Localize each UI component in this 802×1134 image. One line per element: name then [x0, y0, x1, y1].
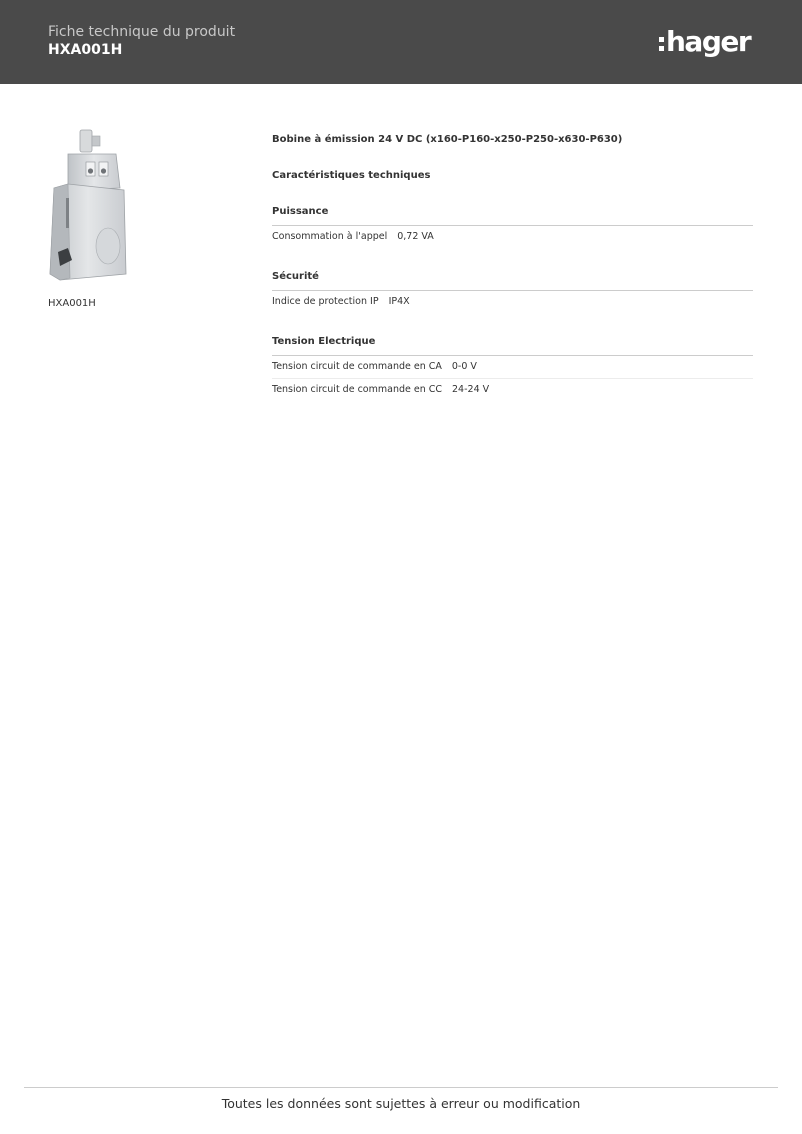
spec-label: Indice de protection IP: [272, 296, 379, 307]
spec-value: 24-24 V: [452, 384, 490, 395]
section-title: Puissance: [272, 205, 753, 226]
section-securite: [272, 270, 753, 313]
header-product-code: HXA001H: [48, 42, 123, 58]
section-puissance: [272, 205, 753, 248]
spec-row: [272, 291, 753, 313]
spec-label: Tension circuit de commande en CA: [272, 361, 442, 372]
hager-logo: [659, 24, 750, 60]
footer-disclaimer: Toutes les données sont sujettes à erreur ou modification: [221, 1096, 581, 1111]
footer-divider: [24, 1087, 778, 1088]
image-caption: HXA001H: [48, 298, 96, 309]
spec-value: 0,72 VA: [397, 231, 434, 242]
spec-row: [272, 226, 753, 248]
spec-label: Tension circuit de commande en CC: [272, 384, 443, 395]
logo-text: hager: [666, 25, 751, 58]
section-tension: [272, 335, 753, 401]
spec-row: [272, 356, 753, 379]
characteristics-heading: Caractéristiques techniques: [272, 170, 431, 181]
spec-value: 0-0 V: [451, 361, 477, 372]
spec-label: Consommation à l'appel: [272, 231, 388, 242]
section-title: Sécurité: [272, 270, 753, 291]
section-title: Tension Electrique: [272, 335, 753, 356]
spec-row: [272, 379, 753, 401]
product-image: [46, 128, 130, 284]
page-header: [0, 0, 802, 84]
header-subtitle: Fiche technique du produit: [48, 24, 236, 40]
logo-dots-icon: [659, 37, 664, 51]
product-title: Bobine à émission 24 V DC (x160-P160-x250-P250-x630-P630): [272, 134, 623, 145]
product-details: [272, 133, 753, 401]
spec-value: IP4X: [388, 296, 410, 307]
